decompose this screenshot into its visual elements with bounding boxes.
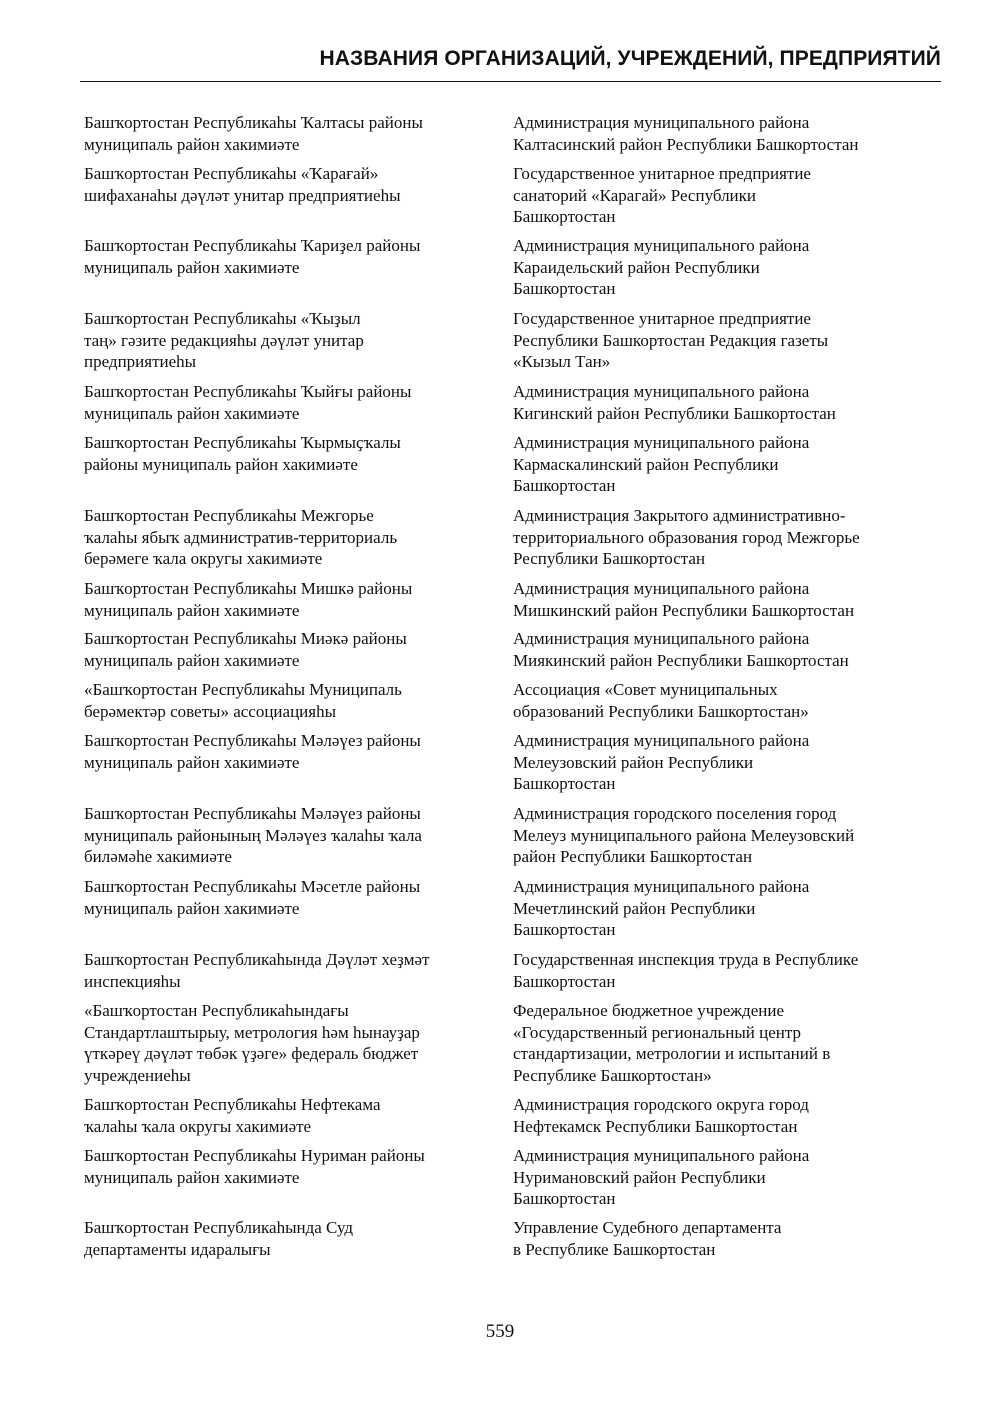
bashkir-name: Башҡортостан Республикаһы Миәкә районы муниципаль район хакимиәте [84, 629, 407, 670]
bashkir-name: Башҡортостан Республикаһы Нефтекама ҡалаһы ҡала округы хакимиәте [84, 1095, 381, 1136]
entry-row [84, 679, 944, 730]
bashkir-name: Башҡортостан Республикаһы «Ҡыҙыл таң» гәзите редакцияһы дәүләт унитар предприятиеһы [84, 309, 364, 371]
entry-row [84, 730, 944, 803]
russian-name: Администрация муниципального района Караидельский район Республики Башкортостан [513, 236, 810, 298]
entry-row [84, 235, 944, 308]
bashkir-name: Башҡортостан Республикаһы Мәләүез районы муниципаль район хакимиәте [84, 731, 421, 772]
bashkir-name: Башҡортостан Республикаһы Мәләүез районы муниципаль районының Мәләүез ҡалаһы ҡала биләмәһе хакимиәте [84, 804, 422, 866]
entry-row [84, 1094, 944, 1145]
bashkir-name: «Башҡортостан Республикаһы Муниципаль берәмектәр советы» ассоциацияһы [84, 680, 402, 721]
bashkir-name: Башҡортостан Республикаһы Ҡыйғы районы муниципаль район хакимиәте [84, 382, 412, 423]
entry-row [84, 505, 944, 578]
entry-row [84, 1145, 944, 1217]
entry-row [84, 112, 944, 163]
russian-name: Администрация муниципального района Калтасинский район Республики Башкортостан [513, 113, 859, 154]
russian-name: Администрация Закрытого административно- территориального образования город Межгорье Республики Башкортостан [513, 506, 860, 568]
russian-name: Администрация муниципального района Мишкинский район Республики Башкортостан [513, 579, 855, 620]
russian-name: Администрация муниципального района Кармаскалинский район Республики Башкортостан [513, 433, 810, 495]
russian-name: Администрация городского поселения город Мелеуз муниципального района Мелеузовский район Республики Башкортостан [513, 804, 855, 866]
russian-name: Государственная инспекция труда в Республике Башкортостан [513, 950, 859, 991]
entry-row [84, 1217, 944, 1267]
entry-row [84, 628, 944, 679]
entry-row [84, 1000, 944, 1094]
russian-name: Администрация муниципального района Мелеузовский район Республики Башкортостан [513, 731, 810, 793]
bashkir-name: Башҡортостан Республикаһында Суд департаменты идаралығы [84, 1218, 354, 1259]
bashkir-name: Башҡортостан Республикаһында Дәүләт хеҙмәт инспекцияһы [84, 950, 430, 991]
entry-row [84, 949, 944, 1000]
header-rule [80, 81, 941, 82]
bashkir-name: Башҡортостан Республикаһы Ҡариҙел районы муниципаль район хакимиәте [84, 236, 421, 277]
entry-row [84, 432, 944, 505]
bashkir-name: Башҡортостан Республикаһы Ҡырмыҫҡалы районы муниципаль район хакимиәте [84, 433, 401, 474]
bashkir-name: Башҡортостан Республикаһы Нуриман районы муниципаль район хакимиәте [84, 1146, 425, 1187]
bashkir-name: Башҡортостан Республикаһы Мишкә районы муниципаль район хакимиәте [84, 579, 413, 620]
russian-name: Федеральное бюджетное учреждение «Государственный региональный центр стандартизации, метрологии и испытаний в Республике Башкортостан» [513, 1001, 831, 1085]
entry-row [84, 163, 944, 235]
entry-row [84, 803, 944, 876]
russian-name: Государственное унитарное предприятие Республики Башкортостан Редакция газеты «Кызыл Тан» [513, 309, 829, 371]
bashkir-name: Башҡортостан Республикаһы Мәсетле районы муниципаль район хакимиәте [84, 877, 421, 918]
page-number: 559 [485, 1321, 515, 1342]
entry-row [84, 876, 944, 949]
entry-row [84, 578, 944, 628]
bashkir-name: «Башҡортостан Республикаһындағы Стандартлаштырыу, метрология һәм һынауҙар үткәреү дәүләт төбәк үҙәге» федераль бюджет учреждениеһы [84, 1001, 420, 1085]
russian-name: Ассоциация «Совет муниципальных образований Республики Башкортостан» [513, 680, 809, 721]
russian-name: Управление Судебного департамента в Республике Башкортостан [513, 1218, 782, 1259]
russian-name: Государственное унитарное предприятие санаторий «Карагай» Республики Башкортостан [513, 164, 811, 226]
bashkir-name: Башҡортостан Республикаһы Межгорье ҡалаһы ябыҡ административ-территориаль берәмеге ҡала округы хакимиәте [84, 506, 398, 568]
russian-name: Администрация муниципального района Мечетлинский район Республики Башкортостан [513, 877, 810, 939]
bashkir-name: Башҡортостан Республикаһы Ҡалтасы районы муниципаль район хакимиәте [84, 113, 423, 154]
entry-row [84, 381, 944, 432]
bashkir-name: Башҡортостан Республикаһы «Ҡарағай» шифаханаһы дәүләт унитар предприятиеһы [84, 164, 401, 205]
page-header-title: НАЗВАНИЯ ОРГАНИЗАЦИЙ, УЧРЕЖДЕНИЙ, ПРЕДПРИЯТИЙ [319, 47, 941, 70]
russian-name: Администрация муниципального района Миякинский район Республики Башкортостан [513, 629, 849, 670]
russian-name: Администрация муниципального района Нуримановский район Республики Башкортостан [513, 1146, 810, 1208]
russian-name: Администрация городского округа город Нефтекамск Республики Башкортостан [513, 1095, 809, 1136]
entry-row [84, 308, 944, 381]
russian-name: Администрация муниципального района Кигинский район Республики Башкортостан [513, 382, 836, 423]
entries-table [84, 112, 944, 1267]
